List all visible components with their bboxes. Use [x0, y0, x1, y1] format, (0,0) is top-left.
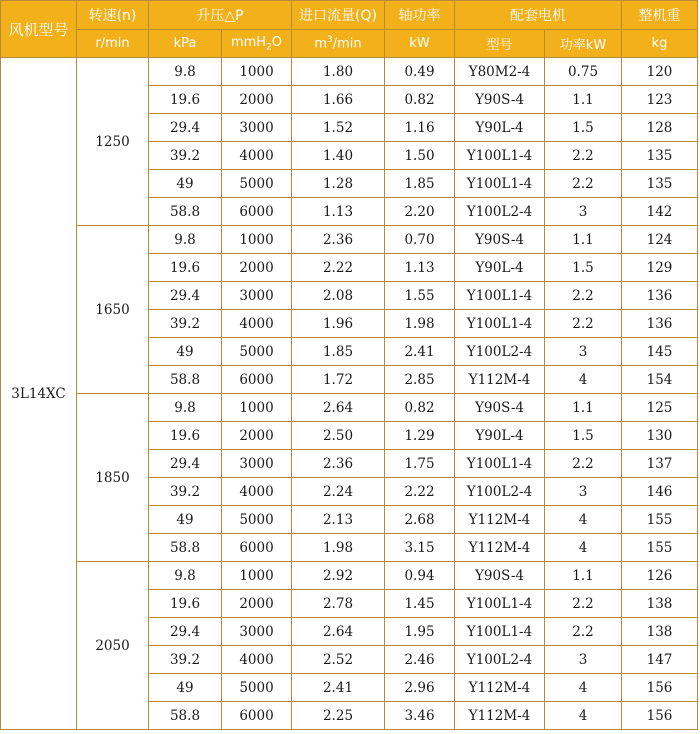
mmh2o-cell: 5000: [222, 674, 292, 702]
shaft-power-cell: 3.15: [385, 534, 455, 562]
motor-model-cell: Y100L2-4: [455, 478, 545, 506]
motor-power-cell: 3: [545, 338, 622, 366]
weight-cell: 155: [622, 534, 698, 562]
weight-cell: 145: [622, 338, 698, 366]
weight-cell: 125: [622, 394, 698, 422]
motor-model-cell: Y100L2-4: [455, 338, 545, 366]
kpa-cell: 19.6: [149, 86, 222, 114]
header-row-2: [1, 30, 698, 58]
flow-cell: 2.64: [292, 394, 385, 422]
speed-cell: 1850: [77, 394, 149, 562]
shaft-power-cell: 1.29: [385, 422, 455, 450]
motor-model-cell: Y112M-4: [455, 534, 545, 562]
motor-model-cell: Y112M-4: [455, 366, 545, 394]
flow-cell: 1.98: [292, 534, 385, 562]
weight-cell: 147: [622, 646, 698, 674]
shaft-power-cell: 3.46: [385, 702, 455, 730]
shaft-power-cell: 1.13: [385, 254, 455, 282]
flow-cell: 1.72: [292, 366, 385, 394]
flow-cell: 2.36: [292, 226, 385, 254]
motor-model-cell: Y100L2-4: [455, 198, 545, 226]
weight-cell: 128: [622, 114, 698, 142]
mmh2o-cell: 4000: [222, 646, 292, 674]
flow-cell: 2.13: [292, 506, 385, 534]
weight-cell: 146: [622, 478, 698, 506]
shaft-power-cell: 2.22: [385, 478, 455, 506]
kpa-cell: 49: [149, 338, 222, 366]
motor-power-cell: 0.75: [545, 58, 622, 86]
header-model: 风机型号: [1, 1, 77, 58]
motor-power-cell: 4: [545, 506, 622, 534]
flow-cell: 1.80: [292, 58, 385, 86]
shaft-power-cell: 0.49: [385, 58, 455, 86]
kpa-cell: 29.4: [149, 282, 222, 310]
unit-kpa: kPa: [149, 30, 222, 58]
motor-power-cell: 3: [545, 478, 622, 506]
flow-cell: 1.52: [292, 114, 385, 142]
header-flow: 进口流量(Q): [292, 1, 385, 30]
kpa-cell: 29.4: [149, 618, 222, 646]
motor-model-cell: Y112M-4: [455, 674, 545, 702]
weight-cell: 137: [622, 450, 698, 478]
kpa-cell: 19.6: [149, 422, 222, 450]
kpa-cell: 29.4: [149, 114, 222, 142]
motor-power-cell: 2.2: [545, 450, 622, 478]
flow-cell: 1.66: [292, 86, 385, 114]
mmh2o-cell: 3000: [222, 282, 292, 310]
header-motor: 配套电机: [455, 1, 622, 30]
motor-power-cell: 1.1: [545, 226, 622, 254]
motor-model-cell: Y112M-4: [455, 702, 545, 730]
motor-power-cell: 2.2: [545, 618, 622, 646]
motor-power-cell: 2.2: [545, 310, 622, 338]
flow-cell: 1.96: [292, 310, 385, 338]
shaft-power-cell: 2.41: [385, 338, 455, 366]
mmh2o-cell: 3000: [222, 114, 292, 142]
mmh2o-cell: 4000: [222, 142, 292, 170]
shaft-power-cell: 1.95: [385, 618, 455, 646]
shaft-power-cell: 1.98: [385, 310, 455, 338]
motor-power-cell: 2.2: [545, 170, 622, 198]
weight-cell: 123: [622, 86, 698, 114]
kpa-cell: 39.2: [149, 142, 222, 170]
kpa-cell: 39.2: [149, 310, 222, 338]
motor-model-cell: Y100L1-4: [455, 170, 545, 198]
shaft-power-cell: 1.55: [385, 282, 455, 310]
flow-cell: 1.85: [292, 338, 385, 366]
weight-cell: 135: [622, 142, 698, 170]
flow-cell: 2.78: [292, 590, 385, 618]
weight-cell: 130: [622, 422, 698, 450]
kpa-cell: 49: [149, 506, 222, 534]
shaft-power-cell: 0.94: [385, 562, 455, 590]
speed-cell: 1250: [77, 58, 149, 226]
motor-model-cell: Y90S-4: [455, 86, 545, 114]
model-cell: 3L14XC: [1, 58, 77, 730]
unit-flow-sup: 3: [327, 35, 333, 46]
flow-cell: 2.22: [292, 254, 385, 282]
motor-power-cell: 3: [545, 646, 622, 674]
shaft-power-cell: 1.75: [385, 450, 455, 478]
table-header: [1, 1, 698, 58]
kpa-cell: 49: [149, 674, 222, 702]
weight-cell: 138: [622, 618, 698, 646]
shaft-power-cell: 0.70: [385, 226, 455, 254]
mmh2o-cell: 5000: [222, 338, 292, 366]
kpa-cell: 49: [149, 170, 222, 198]
flow-cell: 1.40: [292, 142, 385, 170]
shaft-power-cell: 2.68: [385, 506, 455, 534]
shaft-power-cell: 2.85: [385, 366, 455, 394]
mmh2o-cell: 6000: [222, 702, 292, 730]
motor-model-cell: Y100L1-4: [455, 618, 545, 646]
unit-weight: kg: [622, 30, 698, 58]
kpa-cell: 39.2: [149, 478, 222, 506]
mmh2o-cell: 3000: [222, 618, 292, 646]
flow-cell: 2.08: [292, 282, 385, 310]
motor-model-cell: Y112M-4: [455, 506, 545, 534]
mmh2o-cell: 6000: [222, 366, 292, 394]
motor-power-cell: 1.5: [545, 422, 622, 450]
weight-cell: 154: [622, 366, 698, 394]
shaft-power-cell: 1.16: [385, 114, 455, 142]
table-row: [1, 226, 698, 254]
shaft-power-cell: 1.45: [385, 590, 455, 618]
motor-power-cell: 4: [545, 674, 622, 702]
mmh2o-cell: 3000: [222, 450, 292, 478]
motor-model-cell: Y90L-4: [455, 114, 545, 142]
weight-cell: 155: [622, 506, 698, 534]
mmh2o-cell: 1000: [222, 394, 292, 422]
flow-cell: 2.52: [292, 646, 385, 674]
kpa-cell: 19.6: [149, 254, 222, 282]
header-row-1: [1, 1, 698, 30]
shaft-power-cell: 0.82: [385, 394, 455, 422]
shaft-power-cell: 1.85: [385, 170, 455, 198]
weight-cell: 156: [622, 702, 698, 730]
motor-power-cell: 4: [545, 534, 622, 562]
unit-speed: r/min: [77, 30, 149, 58]
mmh2o-cell: 2000: [222, 254, 292, 282]
kpa-cell: 58.8: [149, 198, 222, 226]
kpa-cell: 19.6: [149, 590, 222, 618]
motor-power-cell: 1.1: [545, 562, 622, 590]
motor-power-cell: 2.2: [545, 590, 622, 618]
weight-cell: 142: [622, 198, 698, 226]
shaft-power-cell: 1.50: [385, 142, 455, 170]
flow-cell: 2.50: [292, 422, 385, 450]
kpa-cell: 9.8: [149, 226, 222, 254]
speed-cell: 1650: [77, 226, 149, 394]
kpa-cell: 9.8: [149, 562, 222, 590]
kpa-cell: 39.2: [149, 646, 222, 674]
shaft-power-cell: 0.82: [385, 86, 455, 114]
motor-power-cell: 2.2: [545, 142, 622, 170]
mmh2o-cell: 4000: [222, 478, 292, 506]
mmh2o-cell: 1000: [222, 226, 292, 254]
kpa-cell: 9.8: [149, 394, 222, 422]
flow-cell: 2.41: [292, 674, 385, 702]
unit-power: kW: [385, 30, 455, 58]
flow-cell: 2.92: [292, 562, 385, 590]
kpa-cell: 58.8: [149, 366, 222, 394]
weight-cell: 120: [622, 58, 698, 86]
motor-model-cell: Y90S-4: [455, 226, 545, 254]
unit-mmh2o: [222, 30, 292, 58]
unit-mmh2o-end: O: [271, 34, 283, 50]
shaft-power-cell: 2.20: [385, 198, 455, 226]
shaft-power-cell: 2.96: [385, 674, 455, 702]
mmh2o-cell: 2000: [222, 422, 292, 450]
motor-power-cell: 1.1: [545, 86, 622, 114]
mmh2o-cell: 5000: [222, 170, 292, 198]
weight-cell: 156: [622, 674, 698, 702]
kpa-cell: 58.8: [149, 534, 222, 562]
motor-power-cell: 4: [545, 702, 622, 730]
mmh2o-cell: 2000: [222, 86, 292, 114]
motor-power-cell: 2.2: [545, 282, 622, 310]
motor-power-cell: 1.5: [545, 114, 622, 142]
unit-flow-base: m: [314, 36, 328, 52]
header-weight: 整机重: [622, 1, 698, 30]
mmh2o-cell: 2000: [222, 590, 292, 618]
motor-power-cell: 1.1: [545, 394, 622, 422]
mmh2o-cell: 5000: [222, 506, 292, 534]
unit-mmh2o-base: mmH: [230, 34, 267, 50]
table-row: [1, 562, 698, 590]
motor-model-cell: Y100L1-4: [455, 282, 545, 310]
weight-cell: 136: [622, 310, 698, 338]
weight-cell: 135: [622, 170, 698, 198]
mmh2o-cell: 6000: [222, 198, 292, 226]
weight-cell: 138: [622, 590, 698, 618]
motor-power-cell: 1.5: [545, 254, 622, 282]
motor-model-cell: Y80M2-4: [455, 58, 545, 86]
mmh2o-cell: 6000: [222, 534, 292, 562]
flow-cell: 1.28: [292, 170, 385, 198]
motor-model-cell: Y90L-4: [455, 422, 545, 450]
kpa-cell: 9.8: [149, 58, 222, 86]
weight-cell: 124: [622, 226, 698, 254]
motor-model-cell: Y90S-4: [455, 394, 545, 422]
shaft-power-cell: 2.46: [385, 646, 455, 674]
motor-power-cell: 4: [545, 366, 622, 394]
flow-cell: 1.13: [292, 198, 385, 226]
table-row: [1, 58, 698, 86]
motor-model-cell: Y100L1-4: [455, 450, 545, 478]
motor-power-cell: 3: [545, 198, 622, 226]
weight-cell: 136: [622, 282, 698, 310]
weight-cell: 129: [622, 254, 698, 282]
flow-cell: 2.64: [292, 618, 385, 646]
header-shaft-power: 轴功率: [385, 1, 455, 30]
motor-model-cell: Y100L2-4: [455, 646, 545, 674]
header-motor-model: 型号: [455, 30, 545, 58]
flow-cell: 2.25: [292, 702, 385, 730]
mmh2o-cell: 1000: [222, 562, 292, 590]
kpa-cell: 29.4: [149, 450, 222, 478]
header-motor-power: 功率kW: [545, 30, 622, 58]
kpa-cell: 58.8: [149, 702, 222, 730]
mmh2o-cell: 1000: [222, 58, 292, 86]
weight-cell: 126: [622, 562, 698, 590]
flow-cell: 2.24: [292, 478, 385, 506]
header-pressure: 升压△P: [149, 1, 292, 30]
motor-model-cell: Y90L-4: [455, 254, 545, 282]
motor-model-cell: Y100L1-4: [455, 590, 545, 618]
motor-model-cell: Y100L1-4: [455, 310, 545, 338]
motor-model-cell: Y90S-4: [455, 562, 545, 590]
unit-flow-end: /min: [332, 36, 362, 52]
header-speed: 转速(n): [77, 1, 149, 30]
flow-cell: 2.36: [292, 450, 385, 478]
speed-cell: 2050: [77, 562, 149, 730]
unit-flow: [292, 30, 385, 58]
mmh2o-cell: 4000: [222, 310, 292, 338]
motor-model-cell: Y100L1-4: [455, 142, 545, 170]
unit-mmh2o-sub: 2: [266, 42, 272, 53]
table-row: [1, 394, 698, 422]
table-body: [1, 58, 698, 730]
